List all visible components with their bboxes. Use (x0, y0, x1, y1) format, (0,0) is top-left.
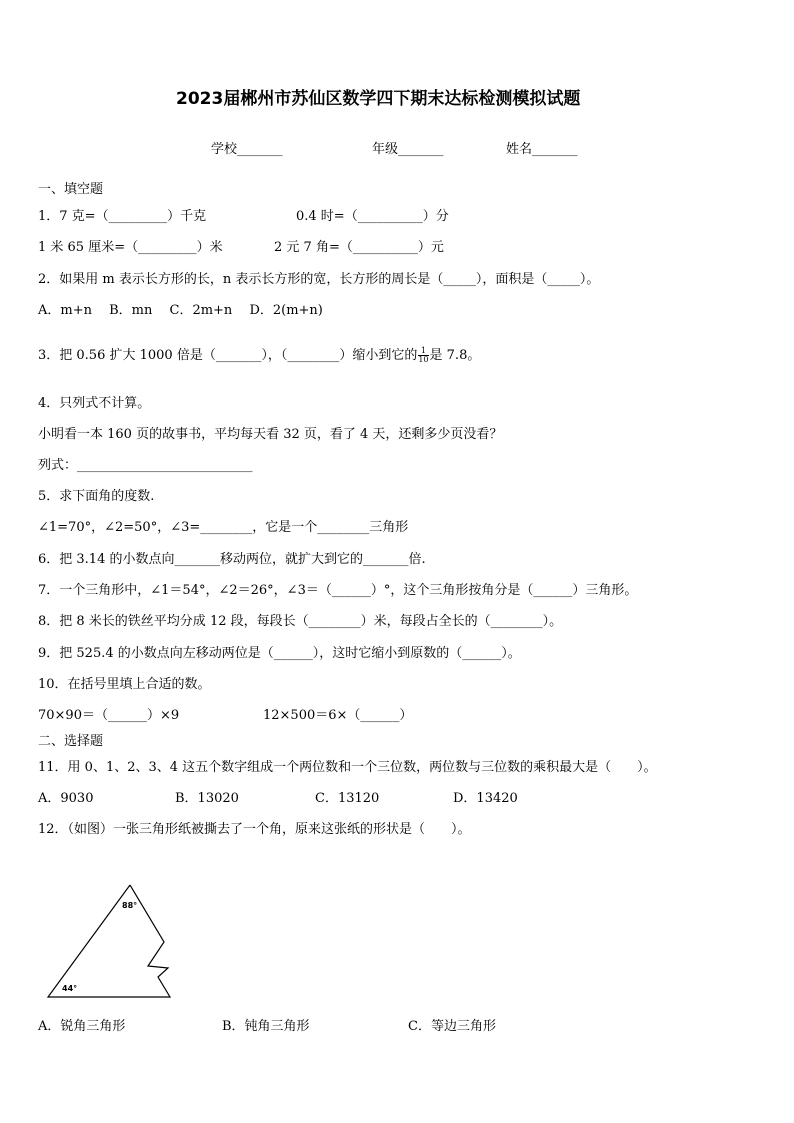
q10-text: 10．在括号里填上合适的数。 (38, 677, 211, 692)
q4-formula: 列式：___________________________ (38, 458, 253, 473)
q11-option-a: A．9030 (38, 791, 94, 806)
q3-fraction-den: 10 (418, 355, 429, 364)
q10-b: 12×500＝6×（______） (263, 708, 413, 723)
angle-left-label: 44° (62, 984, 78, 993)
q1-a: 1．7 克=（_________）千克 (38, 209, 207, 224)
q12-option-a: A．锐角三角形 (38, 1019, 126, 1034)
q4-text: 4．只列式不计算。 (38, 396, 151, 411)
q1-d: 2 元 7 角=（__________）元 (274, 240, 444, 255)
triangle-outline (48, 885, 170, 997)
q1-c: 1 米 65 厘米=（_________）米 (38, 240, 223, 255)
q6-text: 6．把 3.14 的小数点向_______移动两位，就扩大到它的_______倍. (38, 552, 426, 567)
q7-text: 7．一个三角形中，∠1＝54°，∠2＝26°，∠3＝（______）°，这个三角形按角分是（______）三角形。 (38, 583, 638, 598)
page-title: 2023届郴州市苏仙区数学四下期末达标检测模拟试题 (176, 89, 581, 109)
name-field: 姓名_______ (506, 142, 578, 157)
q3-pre: 3．把 0.56 扩大 1000 倍是（_______），（________）缩小到它的 (38, 348, 418, 363)
q3-fraction (418, 347, 428, 364)
q3-fraction-num: 1 (418, 347, 428, 356)
q5-text: 5．求下面角的度数. (38, 489, 155, 504)
q9-text: 9．把 525.4 的小数点向左移动两位是（______），这时它缩小到原数的（______）。 (38, 646, 521, 661)
q3-line (38, 345, 480, 367)
q11-text: 11．用 0、1、2、3、4 这五个数字组成一个两位数和一个三位数，两位数与三位数的乘积最大是（ ）。 (38, 760, 657, 775)
q1-b: 0.4 时=（__________）分 (296, 209, 449, 224)
q4-story: 小明看一本 160 页的故事书，平均每天看 32 页，看了 4 天，还剩多少页没看？ (38, 427, 503, 442)
section-choice-heading: 二、选择题 (38, 734, 104, 749)
school-field: 学校_______ (211, 142, 283, 157)
q12-text: 12．（如图）一张三角形纸被撕去了一个角，原来这张纸的形状是（ ）。 (38, 822, 471, 837)
q2-options: A．m+n B．mn C．2m+n D．2(m+n) (38, 303, 323, 318)
q2-text: 2．如果用 m 表示长方形的长，n 表示长方形的宽，长方形的周长是（_____），面积是（_____）。 (38, 272, 600, 287)
q12-option-c: C．等边三角形 (408, 1019, 496, 1034)
q8-text: 8．把 8 米长的铁丝平均分成 12 段，每段长（________）米，每段占全长的（________）。 (38, 614, 563, 629)
q11-option-c: C．13120 (315, 791, 380, 806)
q5-line: ∠1=70°，∠2=50°，∠3=________，它是一个________三角形 (38, 520, 409, 535)
grade-field: 年级_______ (372, 142, 444, 157)
q11-option-d: D．13420 (453, 791, 518, 806)
q3-post: 是 7.8。 (429, 348, 481, 363)
q10-a: 70×90＝（______）×9 (38, 708, 180, 723)
q12-option-b: B．钝角三角形 (222, 1019, 310, 1034)
angle-top-label: 88° (122, 901, 138, 910)
torn-triangle-figure (40, 880, 180, 1000)
section-fill-heading: 一、填空题 (38, 182, 104, 197)
q11-option-b: B．13020 (175, 791, 239, 806)
